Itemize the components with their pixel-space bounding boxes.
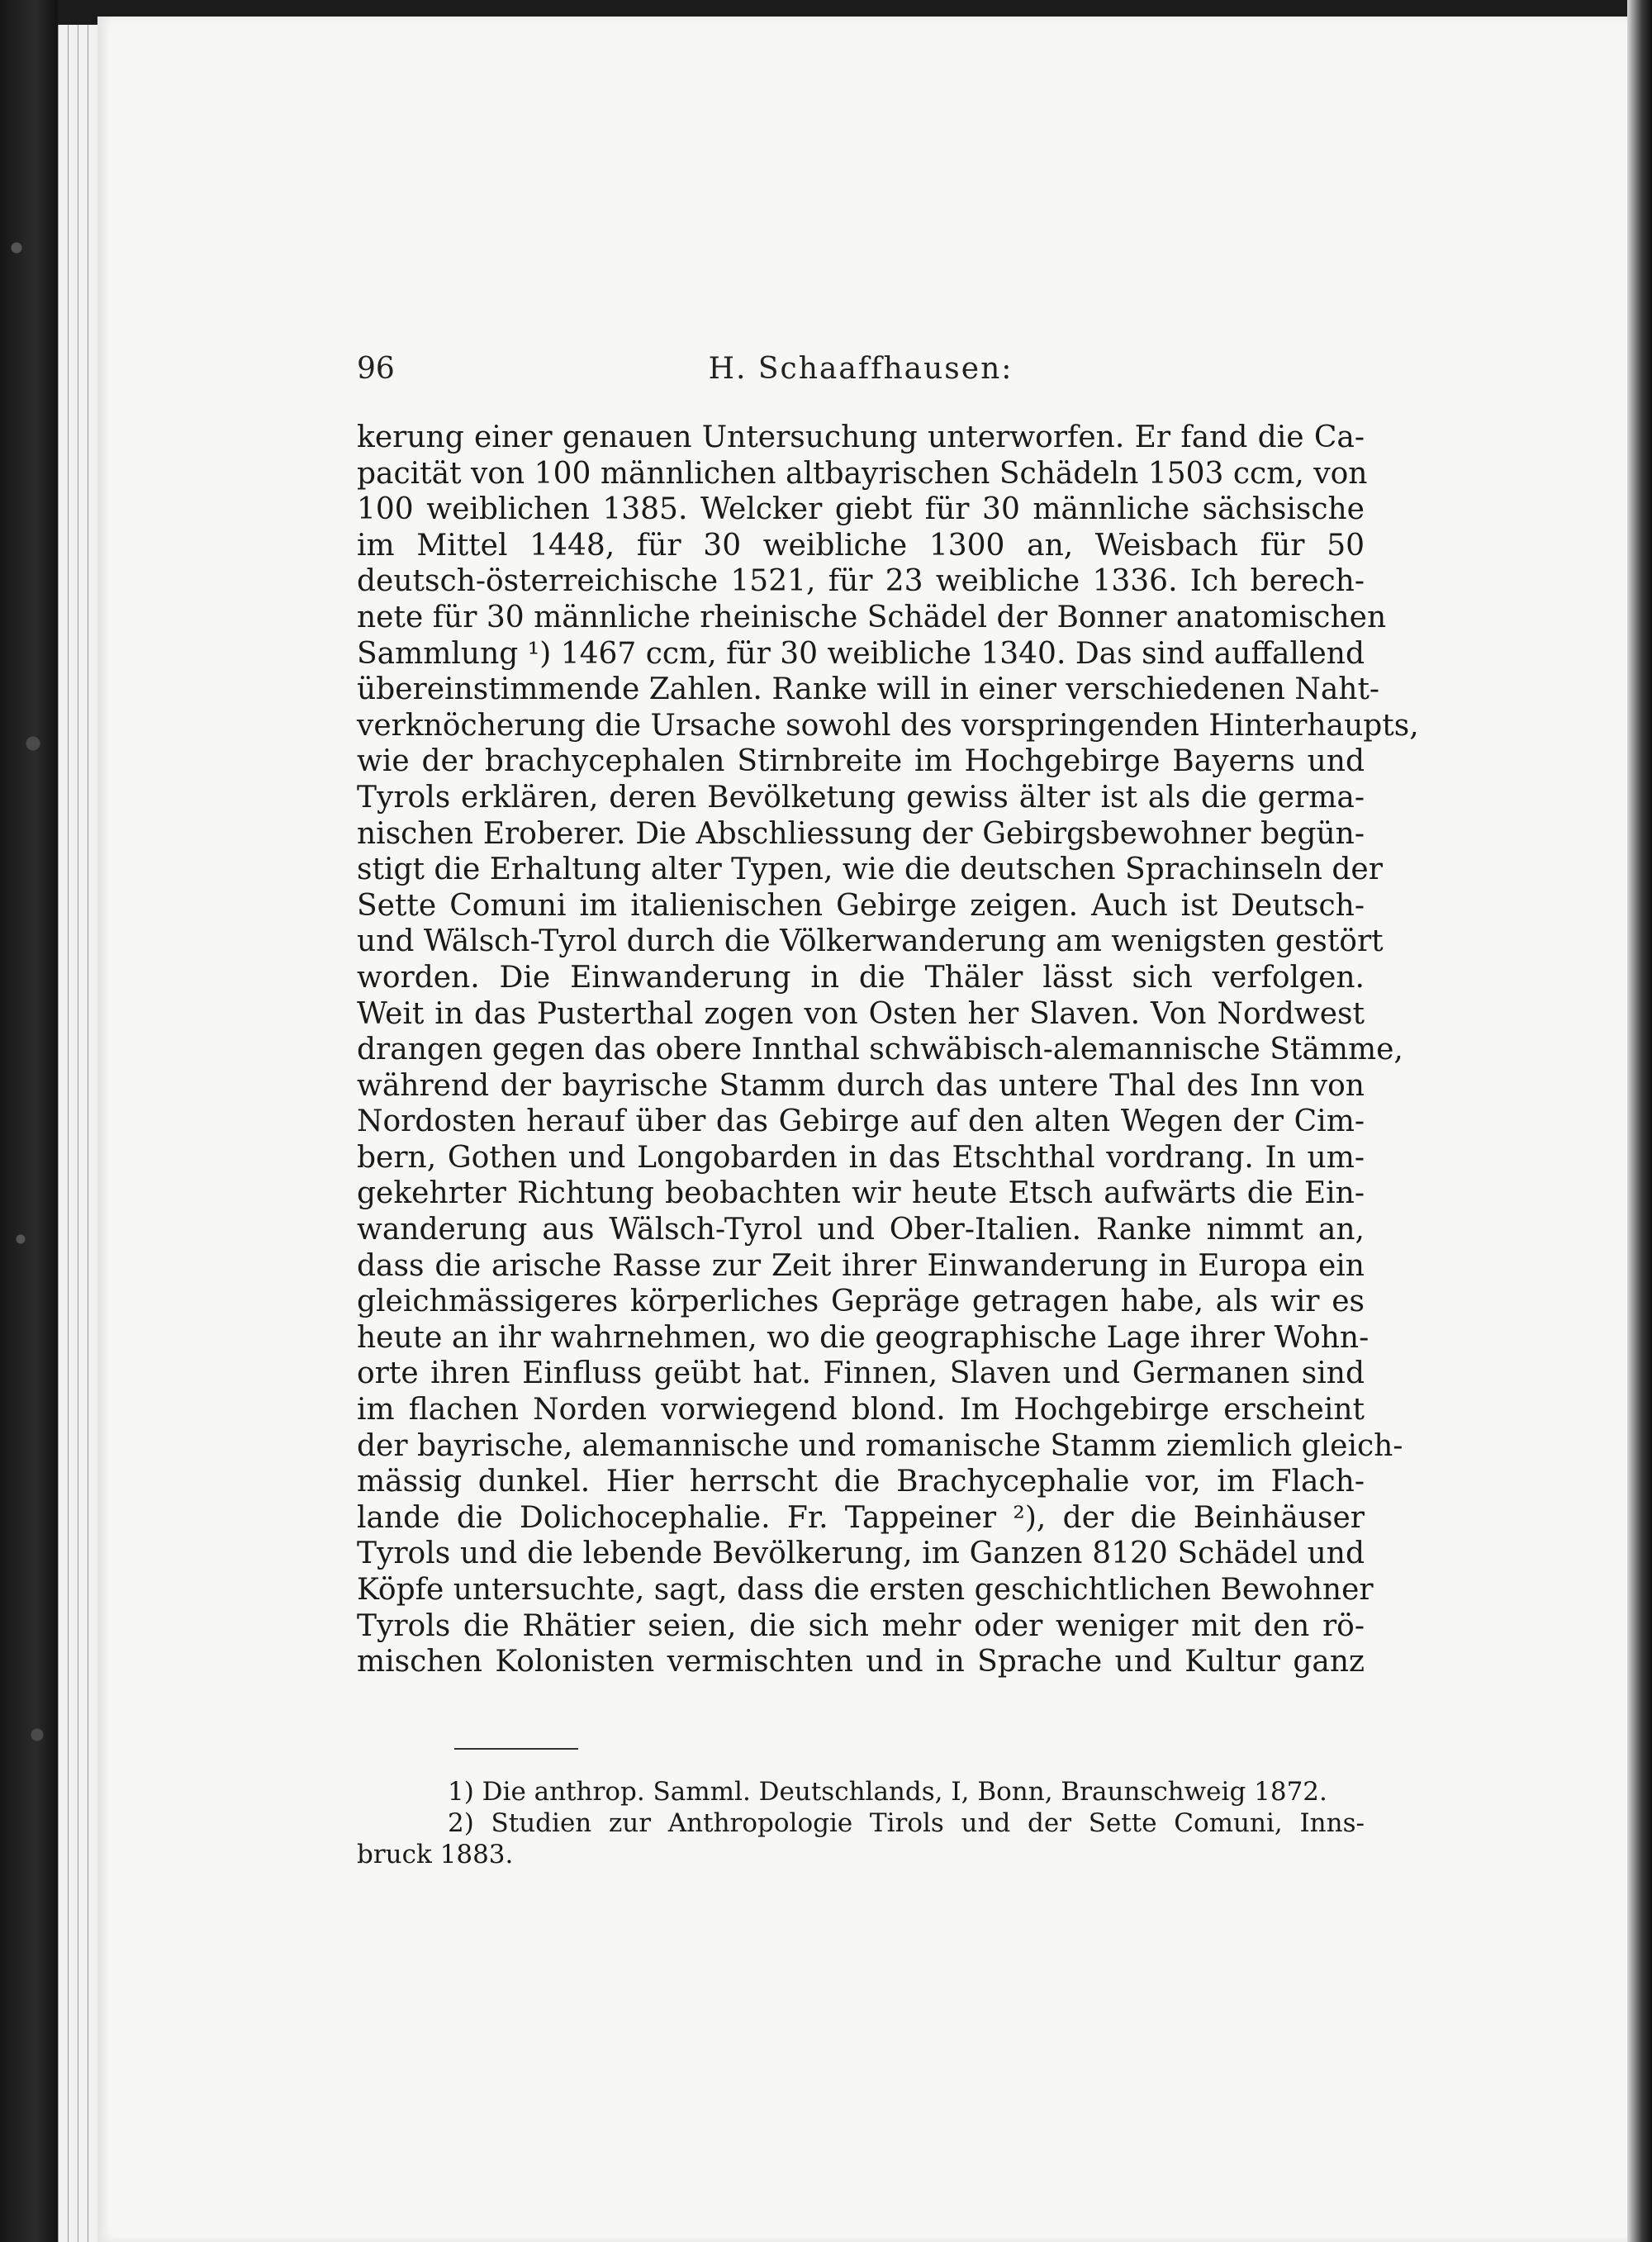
text-line: bern, Gothen und Longobarden in das Etschthal vordrang. In um- <box>357 1140 1365 1175</box>
text-line: nete für 30 männliche rheinische Schädel der Bonner anatomischen <box>357 600 1387 634</box>
footnote-2: 2) Studien zur Anthropologie Tirols und der Sette Comuni, Inns- <box>448 1808 1365 1838</box>
running-header <box>357 352 1365 401</box>
text-line: Sammlung ¹) 1467 ccm, für 30 weibliche 1340. Das sind auffallend <box>357 636 1365 671</box>
text-line: mässig dunkel. Hier herrscht die Brachycephalie vor, im Flach- <box>357 1465 1365 1499</box>
book-gutter-shadow <box>1627 0 1652 2242</box>
text-line: pacität von 100 männlichen altbayrischen Schädeln 1503 ccm, von <box>357 456 1368 491</box>
text-line: heute an ihr wahrnehmen, wo die geographische Lage ihrer Wohn- <box>357 1320 1370 1355</box>
text-line: wie der brachycephalen Stirnbreite im Hochgebirge Bayerns und <box>357 744 1365 779</box>
text-line: dass die arische Rasse zur Zeit ihrer Einwanderung in Europa ein <box>357 1248 1365 1283</box>
text-line: Nordosten herauf über das Gebirge auf den alten Wegen der Cim- <box>357 1104 1365 1139</box>
text-line: mischen Kolonisten vermischten und in Sprache und Kultur ganz <box>357 1645 1365 1679</box>
text-line: während der bayrische Stamm durch das untere Thal des Inn von <box>357 1068 1365 1103</box>
text-line: Sette Comuni im italienischen Gebirge zeigen. Auch ist Deutsch- <box>357 888 1365 923</box>
text-line: im flachen Norden vorwiegend blond. Im Hochgebirge erscheint <box>357 1393 1365 1427</box>
text-line: verknöcherung die Ursache sowohl des vorspringenden Hinterhaupts, <box>357 708 1419 743</box>
text-line: worden. Die Einwanderung in die Thäler lässt sich verfolgen. <box>357 960 1365 995</box>
text-line: lande die Dolichocephalie. Fr. Tappeiner ²), der die Beinhäuser <box>357 1500 1365 1535</box>
text-line: stigt die Erhaltung alter Typen, wie die deutschen Sprachinseln der <box>357 853 1383 887</box>
footnotes <box>357 1776 1365 1870</box>
text-line: im Mittel 1448, für 30 weibliche 1300 an, Weisbach für 50 <box>357 528 1365 563</box>
text-line: Köpfe untersuchte, sagt, dass die ersten geschichtlichen Bewohner <box>357 1573 1374 1607</box>
text-line: deutsch-österreichische 1521, für 23 weibliche 1336. Ich berech- <box>357 564 1365 599</box>
text-line: orte ihren Einfluss geübt hat. Finnen, Slaven und Germanen sind <box>357 1356 1365 1391</box>
text-line: Tyrols und die lebende Bevölkerung, im Ganzen 8120 Schädel und <box>357 1537 1365 1571</box>
text-line: gleichmässigeres körperliches Gepräge getragen habe, als wir es <box>357 1285 1365 1319</box>
footnote-1: 1) Die anthrop. Samml. Deutschlands, I, Bonn, Braunschweig 1872. <box>448 1777 1327 1807</box>
footnote-rule <box>454 1748 578 1750</box>
text-line: Tyrols erklären, deren Bevölketung gewiss älter ist als die germa- <box>357 780 1365 815</box>
text-line: und Wälsch-Tyrol durch die Völkerwanderung am wenigsten gestört <box>357 924 1384 959</box>
text-line: nischen Eroberer. Die Abschliessung der Gebirgsbewohner begün- <box>357 816 1365 851</box>
marbled-cover-board <box>0 0 58 2242</box>
page-number: 96 <box>357 352 395 386</box>
text-line: Weit in das Pusterthal zogen von Osten her Slaven. Von Nordwest <box>357 996 1365 1031</box>
text-line: der bayrische, alemannische und romanische Stamm ziemlich gleich- <box>357 1428 1403 1463</box>
body-text <box>357 420 1419 1680</box>
text-line: übereinstimmende Zahlen. Ranke will in einer verschiedenen Naht- <box>357 672 1380 707</box>
running-head-author: H. Schaaffhausen: <box>708 352 1014 386</box>
text-line: kerung einer genauen Untersuchung unterworfen. Er fand die Ca- <box>357 420 1365 454</box>
text-line: 100 weiblichen 1385. Welcker giebt für 30 männliche sächsische <box>357 492 1365 527</box>
text-line: wanderung aus Wälsch-Tyrol und Ober-Italien. Ranke nimmt an, <box>357 1213 1365 1247</box>
text-line: Tyrols die Rhätier seien, die sich mehr oder weniger mit den rö- <box>357 1608 1365 1643</box>
text-line: gekehrter Richtung beobachten wir heute Etsch aufwärts die Ein- <box>357 1176 1365 1211</box>
text-line: drangen gegen das obere Innthal schwäbisch-alemannische Stämme, <box>357 1033 1403 1067</box>
footnote-2-continuation: bruck 1883. <box>357 1840 514 1869</box>
